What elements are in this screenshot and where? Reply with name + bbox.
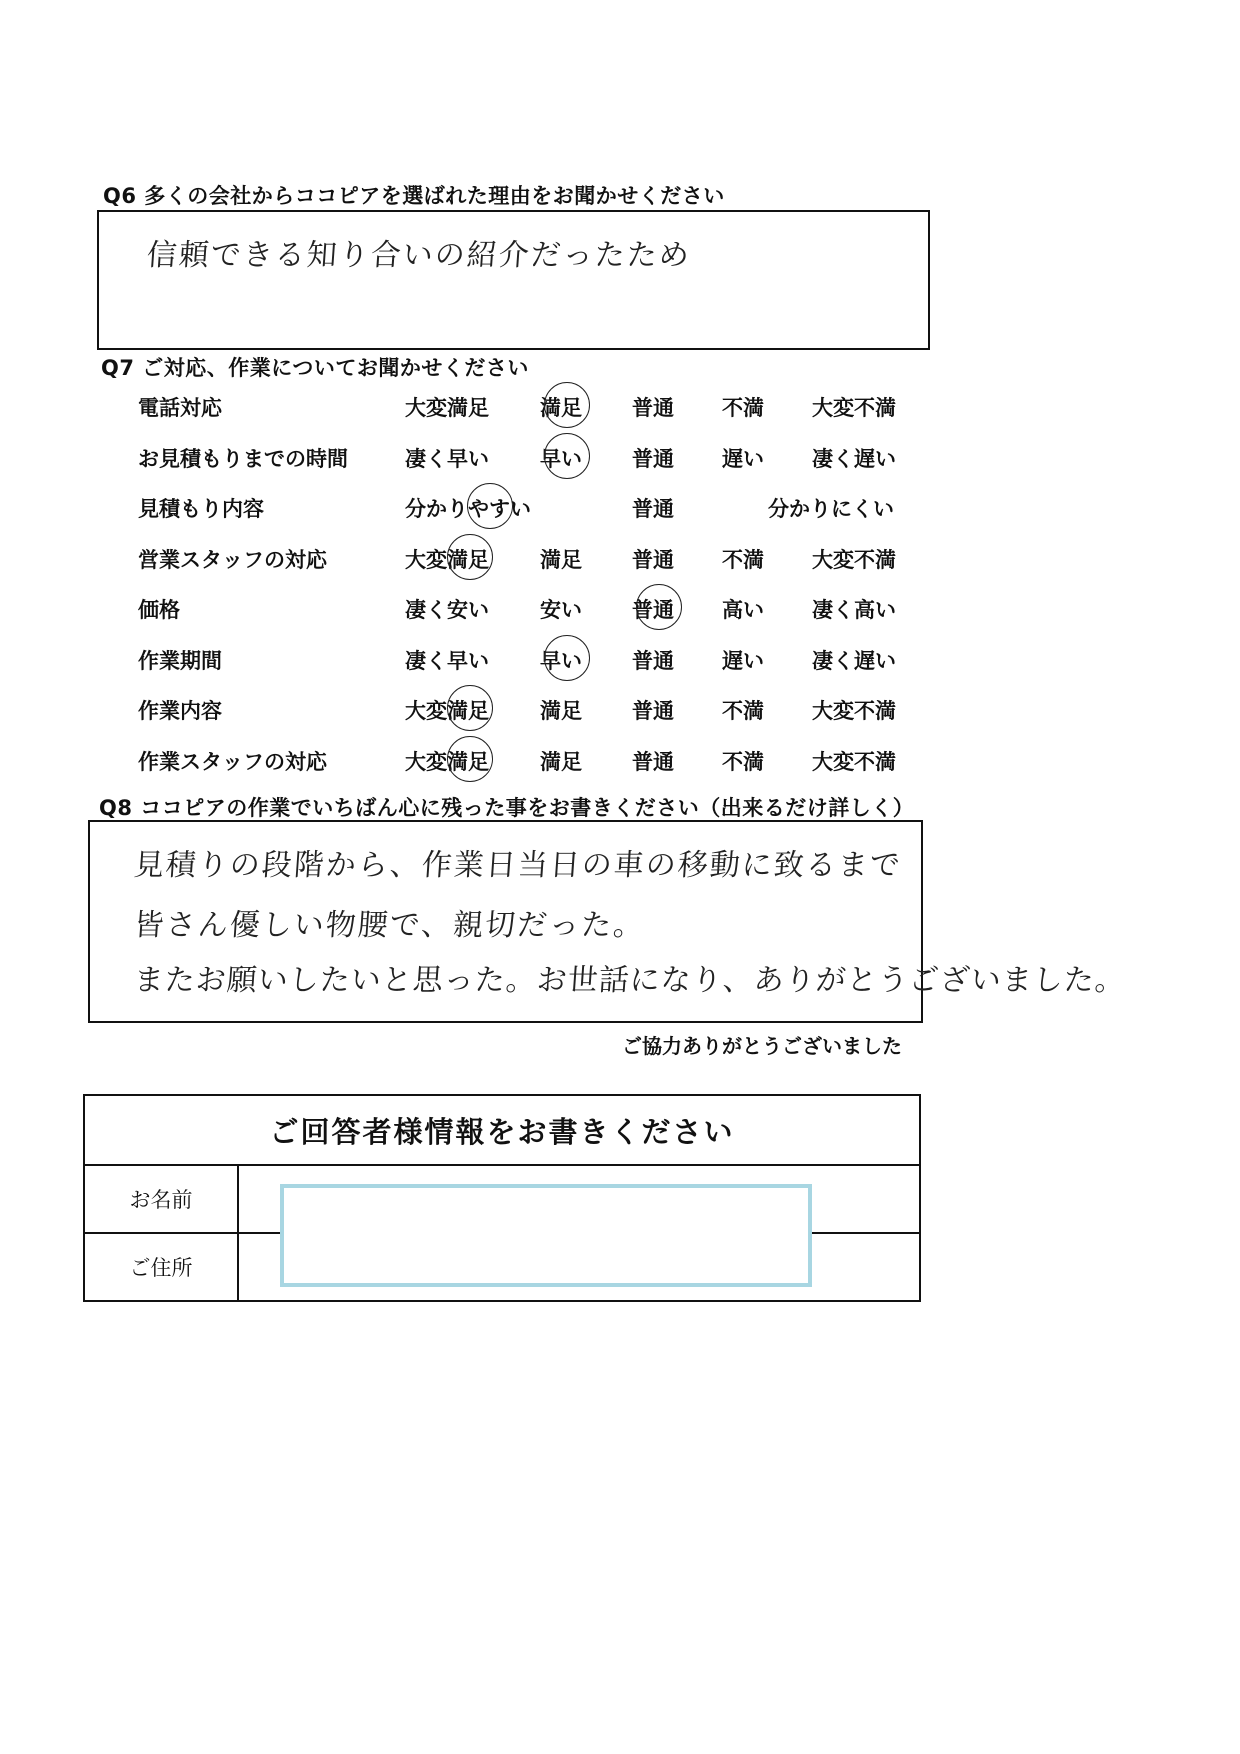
q7-option: 普通 [632,446,674,471]
q7-option: 早い [540,446,582,471]
q7-option: 遅い [722,648,764,673]
q7-row-label: 作業内容 [138,699,222,723]
q7-option: 不満 [722,396,764,420]
q7-option: 不満 [722,699,764,723]
selected-circle-mark [544,433,590,479]
selected-circle-mark [447,736,493,782]
q7-row-label: 営業スタッフの対応 [138,547,327,572]
q8-answer-line-2: 皆さん優しい物腰で、親切だった。 [132,908,647,943]
q7-option: 普通 [632,547,674,572]
q7-row-label: 電話対応 [138,396,222,420]
address-label: ご住所 [84,1233,238,1301]
q7-option: 不満 [722,749,764,774]
q7-option: 普通 [632,648,674,673]
q7-option: 凄く早い [405,446,489,471]
q7-option: 早い [540,648,582,673]
q7-option: 満足 [540,699,582,723]
q7-option: 凄く遅い [812,446,896,471]
q8-title: Q8 ココピアの作業でいちばん心に残った事をお書きください（出来るだけ詳しく） [99,796,915,820]
q7-option: 不満 [722,547,764,572]
q7-row-label: 価格 [138,598,180,622]
q7-option: 普通 [632,598,674,622]
q7-option: 分かりにくい [768,497,894,521]
thanks-text: ご協力ありがとうございました [622,1034,902,1058]
q7-option: 高い [722,598,764,622]
q7-row-label: お見積もりまでの時間 [138,446,348,471]
q7-option: 分かりやすい [405,497,531,521]
q7-row-label: 見積もり内容 [138,497,264,521]
q7-option: 満足 [540,547,582,572]
redaction-box [280,1184,812,1287]
selected-circle-mark [447,534,493,580]
q7-option: 普通 [632,497,674,521]
q7-option: 大変満足 [405,396,489,420]
respondent-info-header: ご回答者様情報をお書きください [84,1095,920,1165]
q7-option: 凄く遅い [812,648,896,673]
q7-option: 大変満足 [405,749,489,774]
q7-option: 大変不満 [812,547,896,572]
selected-circle-mark [636,584,682,630]
q7-option: 普通 [632,749,674,774]
q8-answer-line-1: 見積りの段階から、作業日当日の車の移動に致るまで [132,848,903,883]
q7-option: 大変不満 [812,396,896,420]
q7-option: 大変不満 [812,699,896,723]
q7-option: 凄く早い [405,648,489,673]
q7-option: 安い [540,598,582,622]
q7-option: 大変満足 [405,699,489,723]
selected-circle-mark [544,382,590,428]
q8-answer-line-3: またお願いしたいと思った。お世話になり、ありがとうございました。 [132,963,1127,998]
q8-answer-box [88,820,1127,1023]
q7-option: 遅い [722,446,764,471]
q7-option: 凄く高い [812,598,896,622]
q7-title: Q7 ご対応、作業についてお聞かせください [101,356,529,380]
q7-option: 普通 [632,699,674,723]
q7-option: 満足 [540,396,582,420]
selected-circle-mark [544,635,590,681]
q7-row-label: 作業スタッフの対応 [138,749,327,774]
q7-option: 凄く安い [405,598,489,622]
name-label: お名前 [84,1165,238,1233]
q7-rating-grid [0,0,1240,800]
q7-option: 大変満足 [405,547,489,572]
q6-handwritten-answer: 信頼できる知り合いの紹介だったため [145,238,692,273]
q6-title: Q6 多くの会社からココピアを選ばれた理由をお聞かせください [103,184,725,208]
q7-option: 普通 [632,396,674,420]
q7-row-label: 作業期間 [138,648,222,673]
selected-circle-mark [447,685,493,731]
selected-circle-mark [467,483,513,529]
q7-option: 満足 [540,749,582,774]
q7-option: 大変不満 [812,749,896,774]
